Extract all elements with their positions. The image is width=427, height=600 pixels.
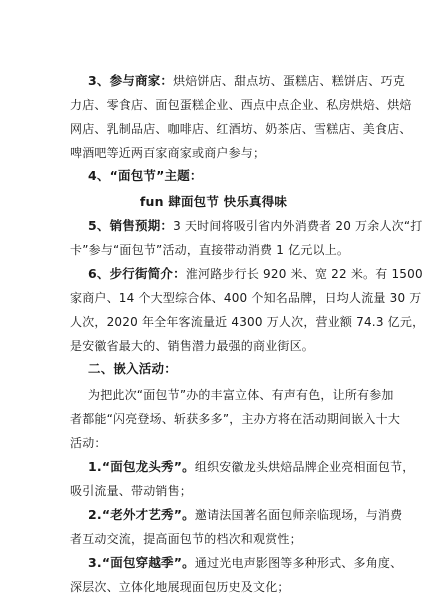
section6-line2: 家商户、14 个大型综合体、400 个知名品牌，日均人流量 30 万 [70,291,422,305]
sectionB-heading: 二、嵌入活动： [88,361,177,376]
section6-line1 [88,266,423,282]
activity2-title: 2.“老外才艺秀”。 [88,507,195,522]
activity1-title: 1.“面包龙头秀”。 [88,459,195,474]
activity2-line2: 者互动交流，提高面包节的档次和观赏性； [70,532,302,546]
activity2-text-1: 邀请法国著名面包师亲临现场，与消费 [194,508,403,522]
section6-line3: 人次，2020 年全年客流量近 4300 万人次，营业额 74.3 亿元， [70,315,425,329]
activity1-line2: 吸引流量、带动销售； [70,484,193,498]
activity3-text-1: 通过光电声影图等多种形式、多角度、 [194,556,403,570]
activity2-line1 [88,507,402,523]
section3-heading: 3、参与商家： [88,73,174,88]
sectionB-line2: 者都能“闪亮登场、斩获多多”，主办方将在活动期间嵌入十大 [70,412,401,426]
section3-line1 [88,73,405,89]
section3-text-1: 烘焙饼店、甜点坊、蛋糕店、糕饼店、巧克 [173,74,405,88]
activity1-text-1: 组织安徽龙头烘焙品牌企业亮相面包节， [194,460,415,474]
section5-text-1: 3 天时间将吸引省内外消费者 20 万余人次“打 [173,219,423,233]
sectionB-line3: 活动： [70,436,107,450]
section3-line2: 力店、零食店、面包蛋糕企业、西点中点企业、私房烘焙、烘焙 [70,98,412,112]
section5-line2: 卡”参与“面包节”活动，直接带动消费 1 亿元以上。 [70,243,350,257]
section3-line4: 啤酒吧等近两百家商家或商户参与； [70,146,266,160]
section6-line4: 是安徽省最大的、销售潜力最强的商业街区。 [70,339,315,353]
section5-heading: 5、销售预期： [88,218,174,233]
section5-line1 [88,218,422,234]
activity3-line2: 深层次、立体化地展现面包历史及文化； [70,580,290,594]
section6-heading: 6、步行街简介： [88,266,186,281]
section6-text-1: 淮河路步行长 920 米、宽 22 米。有 1500 [185,267,423,281]
section4-theme: fun 肆面包节 快乐真得味 [139,194,288,209]
section3-line3: 网店、乳制品店、咖啡店、红酒坊、奶茶店、雪糕店、美食店、 [70,122,412,136]
activity3-title: 3.“面包穿越季”。 [88,555,195,570]
activity3-line1 [88,555,402,571]
section4-heading: 4、“面包节”主题： [88,168,203,183]
sectionB-line1: 为把此次“面包节”办的丰富立体、有声有色，让所有参加 [88,388,394,402]
activity1-line1 [88,459,415,475]
